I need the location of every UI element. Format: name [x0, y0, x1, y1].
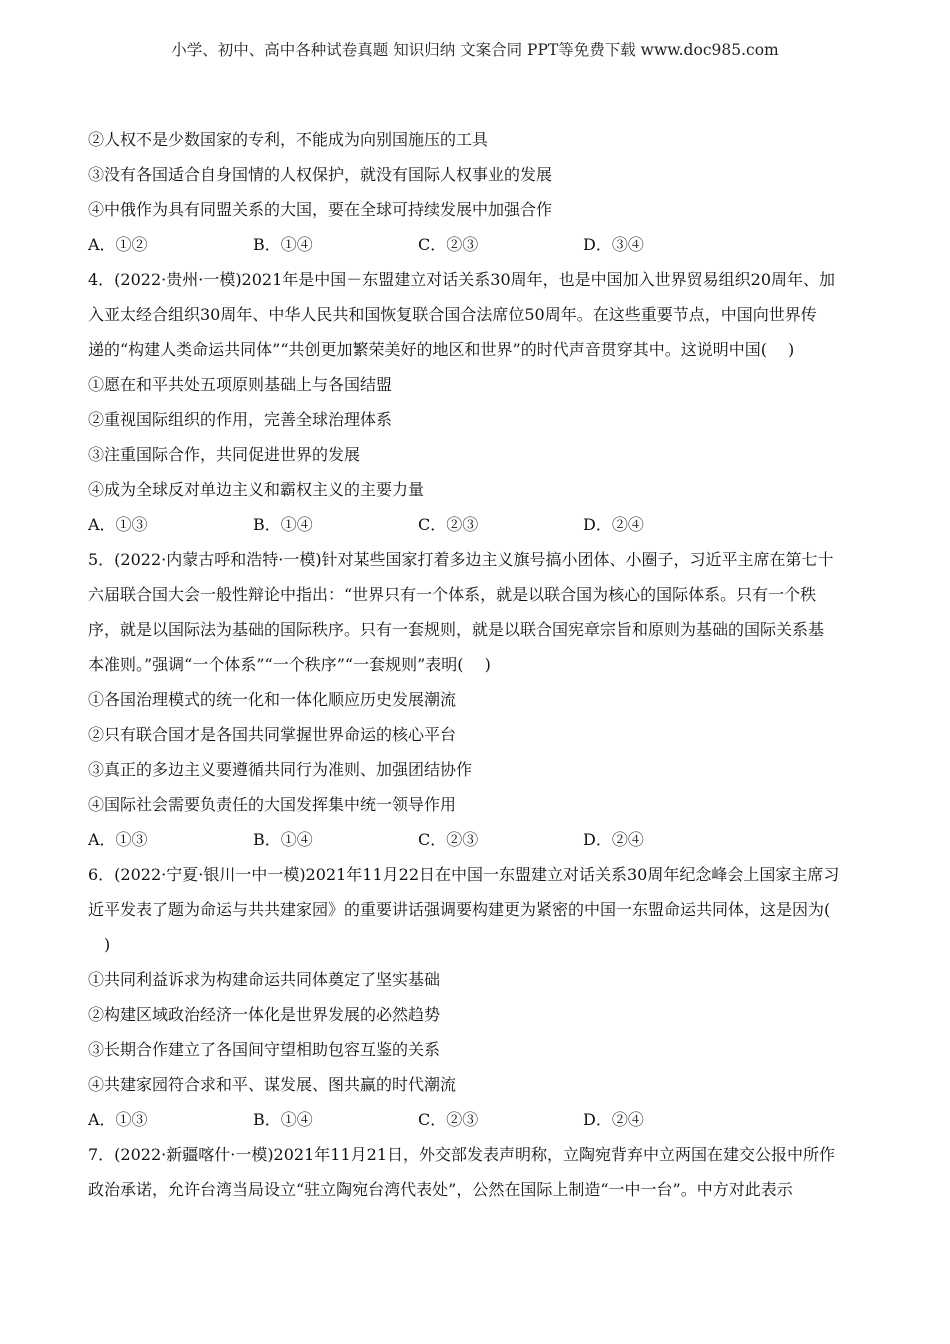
- q6-option-b: B．①④: [253, 1110, 313, 1129]
- q3-option-c: C．②③: [418, 235, 479, 254]
- q4-stem-line-2: 入亚太经合组织30周年、中华人民共和国恢复联合国合法席位50周年。在这些重要节点，中国向世界传: [88, 305, 817, 324]
- q4-option-c: C．②③: [418, 515, 479, 534]
- q6-item-4: ④共建家园符合求和平、谋发展、图共赢的时代潮流: [88, 1075, 457, 1094]
- page-header: 小学、初中、高中各种试卷真题 知识归纳 文案合同 PPT等免费下载 www.doc985.com: [171, 41, 779, 59]
- q6-option-a: A．①③: [88, 1110, 148, 1129]
- q4-option-b: B．①④: [253, 515, 313, 534]
- q5-option-c: C．②③: [418, 830, 479, 849]
- q4-item-3: ③注重国际合作，共同促进世界的发展: [88, 445, 361, 464]
- q6-stem-line-1: 6．(2022·宁夏·银川一中一模)2021年11月22日在中国一东盟建立对话关系30周年纪念峰会上国家主席习: [88, 865, 840, 884]
- q3-item-3: ③没有各国适合自身国情的人权保护，就没有国际人权事业的发展: [88, 165, 553, 184]
- q3-item-2: ②人权不是少数国家的专利，不能成为向别国施压的工具: [88, 130, 489, 149]
- question-5: [88, 542, 863, 857]
- q5-item-4: ④国际社会需要负责任的大国发挥集中统一领导作用: [88, 795, 457, 814]
- q7-stem-line-1: 7．(2022·新疆喀什·一模)2021年11月21日，外交部发表声明称，立陶宛背弃中立两国在建交公报中所作: [88, 1145, 835, 1164]
- q5-option-d: D．②④: [583, 830, 644, 849]
- q6-option-d: D．②④: [583, 1110, 644, 1129]
- q5-item-2: ②只有联合国才是各国共同掌握世界命运的核心平台: [88, 725, 457, 744]
- q6-item-3: ③长期合作建立了各国间守望相助包容互鉴的关系: [88, 1040, 441, 1059]
- q4-item-2: ②重视国际组织的作用，完善全球治理体系: [88, 410, 393, 429]
- q6-options: [88, 1102, 863, 1137]
- q5-option-a: A．①③: [88, 830, 148, 849]
- q5-stem-line-1: 5．(2022·内蒙古呼和浩特·一模)针对某些国家打着多边主义旗号搞小团体、小圈子，习近平主席在第七十: [88, 550, 834, 569]
- q4-option-a: A．①③: [88, 515, 148, 534]
- question-7: [88, 1137, 863, 1207]
- question-6: [88, 857, 863, 1137]
- q5-options: [88, 822, 863, 857]
- q3-option-b: B．①④: [253, 235, 313, 254]
- q4-options: [88, 507, 863, 542]
- q3-options: [88, 227, 863, 262]
- q6-option-c: C．②③: [418, 1110, 479, 1129]
- q6-stem-line-2: 近平发表了题为命运与共共建家园》的重要讲话强调要构建更为紧密的中国一东盟命运共同体，这是因为(: [88, 900, 831, 919]
- q4-stem-line-3: 递的“构建人类命运共同体”“共创更加繁荣美好的地区和世界”的时代声音贯穿其中。这说明中国( ): [88, 340, 795, 359]
- q5-item-3: ③真正的多边主义要遵循共同行为准则、加强团结协作: [88, 760, 473, 779]
- q6-item-2: ②构建区域政治经济一体化是世界发展的必然趋势: [88, 1005, 441, 1024]
- q4-item-4: ④成为全球反对单边主义和霸权主义的主要力量: [88, 480, 425, 499]
- q6-item-1: ①共同利益诉求为构建命运共同体奠定了坚实基础: [88, 970, 441, 989]
- q6-stem-line-3: ): [104, 935, 111, 954]
- q3-option-a: A．①②: [88, 235, 148, 254]
- question-3: [88, 122, 863, 262]
- q5-stem-line-3: 序，就是以国际法为基础的国际秩序。只有一套规则，就是以联合国宪章宗旨和原则为基础的国际关系基: [88, 620, 825, 639]
- q5-item-1: ①各国治理模式的统一化和一体化顺应历史发展潮流: [88, 690, 457, 709]
- q5-stem-line-4: 本准则。”强调“一个体系”“一个秩序”“一套规则”表明( ): [88, 655, 491, 674]
- exam-content: [88, 122, 863, 1207]
- question-4: [88, 262, 863, 542]
- q4-option-d: D．②④: [583, 515, 644, 534]
- q5-stem-line-2: 六届联合国大会一般性辩论中指出：“世界只有一个体系，就是以联合国为核心的国际体系。只有一个秩: [88, 585, 817, 604]
- q4-item-1: ①愿在和平共处五项原则基础上与各国结盟: [88, 375, 393, 394]
- q3-item-4: ④中俄作为具有同盟关系的大国，要在全球可持续发展中加强合作: [88, 200, 553, 219]
- q4-stem-line-1: 4．(2022·贵州·一模)2021年是中国－东盟建立对话关系30周年，也是中国加入世界贸易组织20周年、加: [88, 270, 835, 289]
- q5-option-b: B．①④: [253, 830, 313, 849]
- q3-option-d: D．③④: [583, 235, 644, 254]
- q7-stem-line-2: 政治承诺，允许台湾当局设立“驻立陶宛台湾代表处”，公然在国际上制造“一中一台”。中方对此表示: [88, 1180, 793, 1199]
